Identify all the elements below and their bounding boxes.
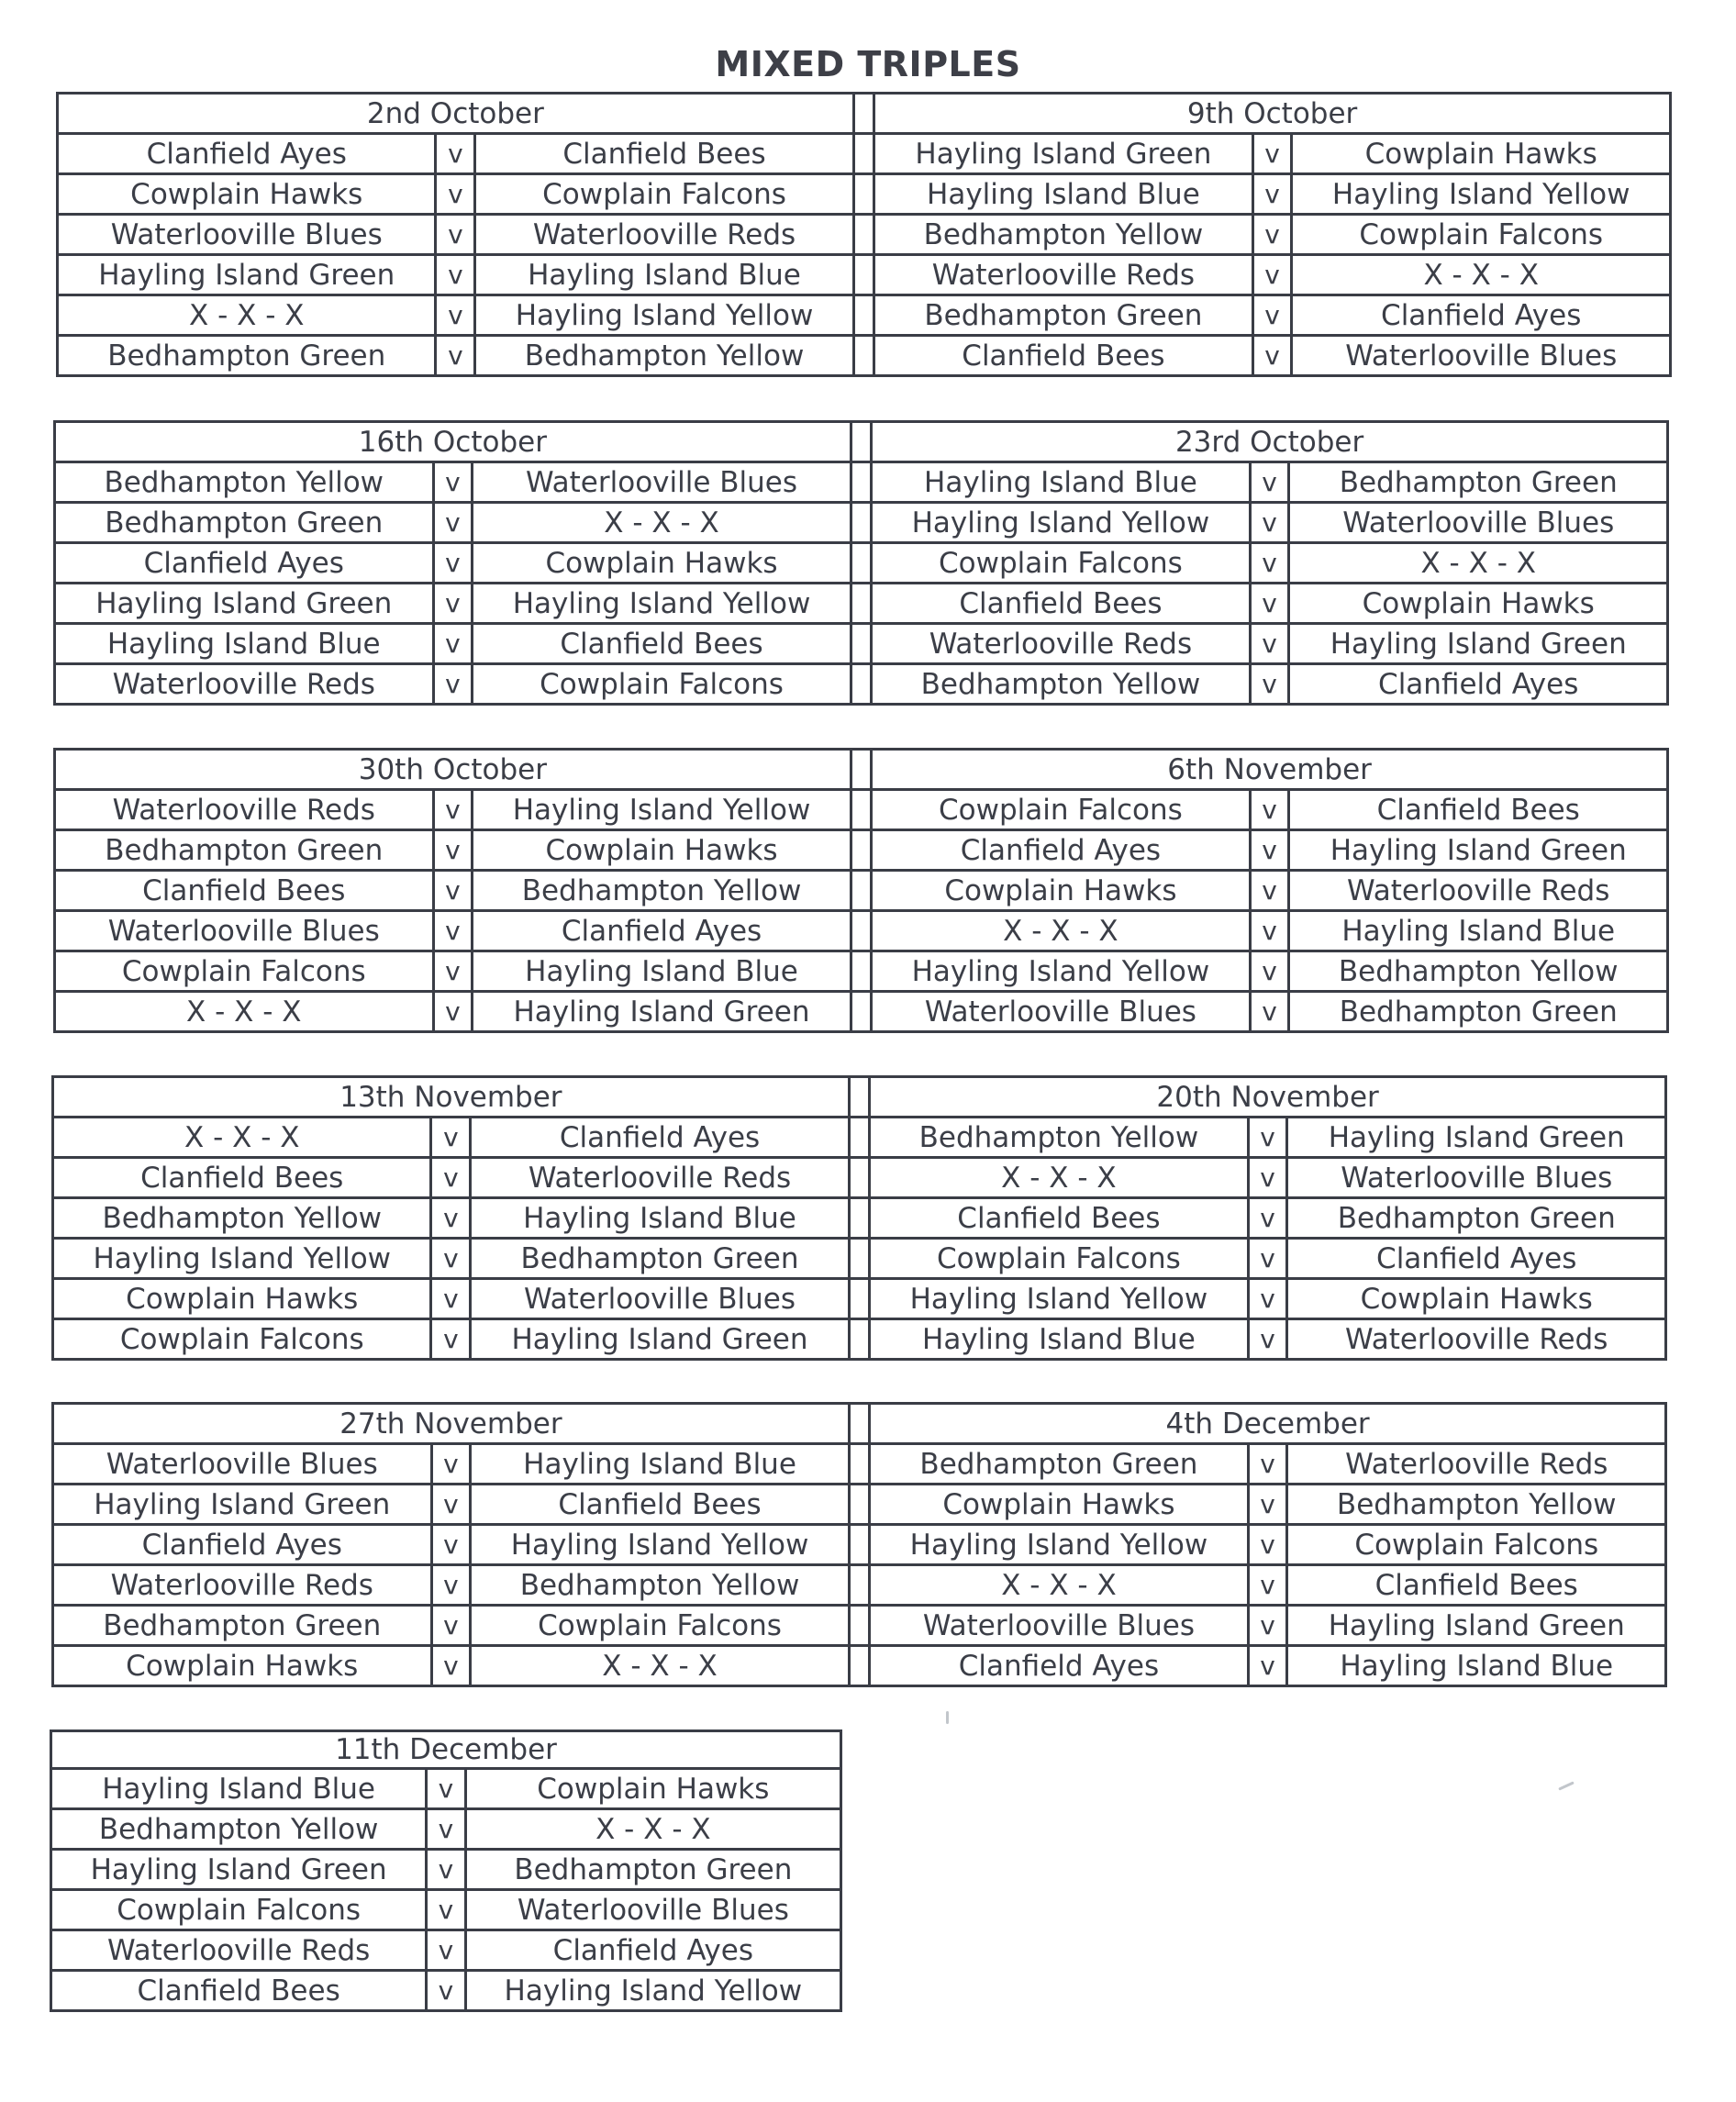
away-team: Hayling Island Blue (471, 1444, 850, 1485)
column-gap (849, 1158, 869, 1198)
versus-label: v (1250, 664, 1289, 705)
versus-label: v (427, 1930, 465, 1971)
away-team: Hayling Island Green (1289, 624, 1668, 664)
away-team: Hayling Island Yellow (473, 584, 851, 624)
versus-label: v (433, 584, 473, 624)
home-team: Clanfield Ayes (58, 134, 436, 174)
fixture-block (51, 1075, 1667, 1361)
away-team: Hayling Island Yellow (465, 1971, 840, 2011)
column-gap (851, 543, 871, 584)
home-team: Bedhampton Yellow (872, 664, 1251, 705)
fixture-row (53, 1485, 1666, 1525)
home-team: Hayling Island Green (53, 1485, 432, 1525)
home-team: Waterlooville Reds (874, 255, 1252, 295)
home-team: Waterlooville Blues (58, 215, 436, 255)
away-team: Cowplain Falcons (475, 174, 854, 215)
column-gap (849, 1606, 869, 1646)
away-team: Clanfield Ayes (1292, 295, 1671, 336)
home-team: Bedhampton Yellow (53, 1198, 431, 1239)
home-team: Clanfield Ayes (870, 1646, 1249, 1686)
versus-label: v (1250, 830, 1289, 871)
versus-label: v (1250, 462, 1289, 503)
versus-label: v (436, 215, 475, 255)
away-team: Cowplain Falcons (471, 1606, 850, 1646)
versus-label: v (1252, 336, 1292, 376)
fixture-row (55, 871, 1668, 911)
home-team: Bedhampton Green (55, 503, 434, 543)
home-team: Bedhampton Green (55, 830, 434, 871)
away-team: Hayling Island Yellow (1292, 174, 1671, 215)
home-team: Waterlooville Blues (55, 911, 434, 951)
home-team: Hayling Island Yellow (870, 1525, 1249, 1565)
home-team: Clanfield Ayes (53, 1525, 432, 1565)
home-team: Waterlooville Reds (55, 790, 434, 830)
column-gap (853, 134, 874, 174)
home-team: Waterlooville Blues (53, 1444, 432, 1485)
away-team: Hayling Island Yellow (473, 790, 851, 830)
away-team: Hayling Island Blue (1289, 911, 1668, 951)
versus-label: v (427, 1850, 465, 1890)
column-gap (851, 790, 871, 830)
home-team: Cowplain Falcons (51, 1890, 427, 1930)
versus-label: v (1248, 1444, 1287, 1485)
versus-label: v (433, 543, 473, 584)
fixture-row (53, 1525, 1666, 1565)
versus-label: v (431, 1118, 471, 1158)
versus-label: v (1248, 1319, 1287, 1360)
away-team: Bedhampton Yellow (471, 1565, 850, 1606)
versus-label: v (433, 462, 473, 503)
fixture-row (53, 1606, 1666, 1646)
column-gap (849, 1525, 869, 1565)
fixture-row (55, 664, 1668, 705)
home-team: Clanfield Bees (53, 1158, 431, 1198)
week-date: 11th December (51, 1731, 841, 1769)
versus-label: v (431, 1279, 471, 1319)
versus-label: v (431, 1525, 471, 1565)
home-team: Bedhampton Yellow (51, 1809, 427, 1850)
home-team: X - X - X (58, 295, 436, 336)
home-team: Clanfield Bees (870, 1198, 1248, 1239)
fixture-row (53, 1565, 1666, 1606)
week-date: 30th October (55, 750, 851, 790)
versus-label: v (1250, 503, 1289, 543)
home-team: Waterlooville Reds (55, 664, 434, 705)
away-team: Waterlooville Reds (1289, 871, 1668, 911)
away-team: Bedhampton Green (1287, 1198, 1666, 1239)
column-gap (853, 295, 874, 336)
away-team: Hayling Island Blue (1287, 1646, 1666, 1686)
column-gap (849, 1239, 869, 1279)
column-gap (849, 1198, 869, 1239)
home-team: Hayling Island Yellow (872, 951, 1251, 992)
fixture-row (53, 1646, 1666, 1686)
away-team: Clanfield Ayes (473, 911, 851, 951)
away-team: Bedhampton Yellow (1289, 951, 1668, 992)
fixture-block (50, 1729, 842, 2012)
versus-label: v (1248, 1646, 1287, 1686)
home-team: Hayling Island Blue (51, 1769, 427, 1809)
versus-label: v (1248, 1565, 1287, 1606)
column-gap (851, 584, 871, 624)
fixture-row (51, 1930, 841, 1971)
home-team: Waterlooville Reds (51, 1930, 427, 1971)
home-team: Bedhampton Green (58, 336, 436, 376)
fixture-row (58, 174, 1671, 215)
home-team: X - X - X (55, 992, 434, 1032)
column-gap (851, 422, 871, 462)
column-gap (851, 624, 871, 664)
versus-label: v (433, 951, 473, 992)
versus-label: v (431, 1158, 471, 1198)
fixture-row (51, 1769, 841, 1809)
column-gap (851, 911, 871, 951)
column-gap (851, 951, 871, 992)
fixture-block (53, 748, 1669, 1033)
page-title: MIXED TRIPLES (715, 44, 1021, 84)
versus-label: v (1250, 871, 1289, 911)
versus-label: v (1248, 1118, 1287, 1158)
home-team: Hayling Island Blue (872, 462, 1251, 503)
home-team: Hayling Island Green (874, 134, 1252, 174)
away-team: Hayling Island Blue (475, 255, 854, 295)
home-team: Waterlooville Blues (870, 1606, 1249, 1646)
fixture-row (55, 584, 1668, 624)
fixture-row (51, 1809, 841, 1850)
versus-label: v (431, 1198, 471, 1239)
fixture-row (58, 215, 1671, 255)
versus-label: v (433, 830, 473, 871)
versus-label: v (427, 1769, 465, 1809)
fixture-row (53, 1198, 1666, 1239)
fixture-row (58, 295, 1671, 336)
away-team: Waterlooville Blues (1287, 1158, 1666, 1198)
away-team: Waterlooville Blues (465, 1890, 840, 1930)
away-team: Clanfield Bees (475, 134, 854, 174)
column-gap (851, 830, 871, 871)
column-gap (849, 1646, 869, 1686)
versus-label: v (427, 1890, 465, 1930)
away-team: Hayling Island Green (473, 992, 851, 1032)
home-team: Bedhampton Green (53, 1606, 432, 1646)
versus-label: v (433, 664, 473, 705)
fixture-block (51, 1402, 1667, 1687)
versus-label: v (431, 1646, 471, 1686)
column-gap (851, 871, 871, 911)
column-gap (851, 503, 871, 543)
week-date: 2nd October (58, 94, 854, 134)
away-team: Waterlooville Reds (1287, 1319, 1666, 1360)
home-team: Bedhampton Yellow (55, 462, 434, 503)
away-team: X - X - X (1292, 255, 1671, 295)
versus-label: v (1248, 1606, 1287, 1646)
week-date: 4th December (870, 1404, 1666, 1444)
versus-label: v (1248, 1239, 1287, 1279)
away-team: Cowplain Hawks (473, 543, 851, 584)
versus-label: v (427, 1971, 465, 2011)
away-team: Cowplain Falcons (1292, 215, 1671, 255)
home-team: Waterlooville Blues (872, 992, 1251, 1032)
away-team: X - X - X (471, 1646, 850, 1686)
home-team: Waterlooville Reds (53, 1565, 432, 1606)
away-team: Bedhampton Green (465, 1850, 840, 1890)
week-date: 23rd October (872, 422, 1668, 462)
home-team: X - X - X (872, 911, 1251, 951)
versus-label: v (436, 295, 475, 336)
fixture-row (55, 624, 1668, 664)
versus-label: v (1250, 624, 1289, 664)
fixture-row (51, 1850, 841, 1890)
home-team: Hayling Island Yellow (53, 1239, 431, 1279)
home-team: Cowplain Hawks (58, 174, 436, 215)
home-team: Clanfield Ayes (55, 543, 434, 584)
home-team: Hayling Island Yellow (870, 1279, 1248, 1319)
week-date: 9th October (874, 94, 1671, 134)
column-gap (851, 664, 871, 705)
versus-label: v (431, 1239, 471, 1279)
home-team: Cowplain Falcons (870, 1239, 1248, 1279)
versus-label: v (1252, 134, 1292, 174)
home-team: Hayling Island Blue (870, 1319, 1248, 1360)
column-gap (853, 94, 874, 134)
fixture-row (53, 1319, 1666, 1360)
fixture-row (53, 1279, 1666, 1319)
away-team: Hayling Island Green (471, 1319, 850, 1360)
versus-label: v (1252, 255, 1292, 295)
column-gap (853, 174, 874, 215)
away-team: Bedhampton Green (471, 1239, 850, 1279)
column-gap (851, 462, 871, 503)
away-team: Bedhampton Yellow (473, 871, 851, 911)
away-team: Bedhampton Yellow (1287, 1485, 1666, 1525)
away-team: Clanfield Bees (471, 1485, 850, 1525)
home-team: Bedhampton Yellow (874, 215, 1252, 255)
home-team: Hayling Island Green (55, 584, 434, 624)
away-team: X - X - X (1289, 543, 1668, 584)
away-team: Hayling Island Green (1287, 1606, 1666, 1646)
away-team: Waterlooville Blues (473, 462, 851, 503)
home-team: Cowplain Hawks (53, 1279, 431, 1319)
fixture-row (55, 790, 1668, 830)
versus-label: v (431, 1485, 471, 1525)
away-team: Hayling Island Blue (473, 951, 851, 992)
versus-label: v (1248, 1485, 1287, 1525)
column-gap (849, 1077, 869, 1118)
away-team: X - X - X (465, 1809, 840, 1850)
away-team: X - X - X (473, 503, 851, 543)
away-team: Waterlooville Reds (475, 215, 854, 255)
away-team: Cowplain Hawks (473, 830, 851, 871)
home-team: X - X - X (870, 1158, 1248, 1198)
versus-label: v (1248, 1279, 1287, 1319)
versus-label: v (1250, 790, 1289, 830)
away-team: Cowplain Hawks (465, 1769, 840, 1809)
home-team: Cowplain Hawks (872, 871, 1251, 911)
fixture-row (51, 1890, 841, 1930)
home-team: Clanfield Bees (55, 871, 434, 911)
versus-label: v (1248, 1525, 1287, 1565)
versus-label: v (436, 336, 475, 376)
fixture-row (53, 1444, 1666, 1485)
fixture-row (55, 992, 1668, 1032)
away-team: Waterlooville Blues (1289, 503, 1668, 543)
away-team: Hayling Island Yellow (471, 1525, 850, 1565)
week-date: 16th October (55, 422, 851, 462)
column-gap (849, 1565, 869, 1606)
versus-label: v (431, 1319, 471, 1360)
column-gap (853, 336, 874, 376)
home-team: X - X - X (53, 1118, 431, 1158)
away-team: Waterlooville Blues (1292, 336, 1671, 376)
fixture-row (55, 503, 1668, 543)
home-team: Clanfield Bees (51, 1971, 427, 2011)
away-team: Cowplain Hawks (1289, 584, 1668, 624)
fixture-row (58, 255, 1671, 295)
versus-label: v (433, 911, 473, 951)
away-team: Hayling Island Blue (471, 1198, 850, 1239)
versus-label: v (431, 1444, 471, 1485)
versus-label: v (433, 503, 473, 543)
column-gap (849, 1444, 869, 1485)
fixture-block (56, 92, 1672, 377)
versus-label: v (1250, 992, 1289, 1032)
versus-label: v (431, 1606, 471, 1646)
away-team: Clanfield Ayes (465, 1930, 840, 1971)
versus-label: v (1252, 295, 1292, 336)
fixture-row (51, 1971, 841, 2011)
home-team: Bedhampton Yellow (870, 1118, 1248, 1158)
home-team: Cowplain Falcons (55, 951, 434, 992)
week-date: 27th November (53, 1404, 850, 1444)
fixture-row (55, 462, 1668, 503)
away-team: Clanfield Bees (1289, 790, 1668, 830)
versus-label: v (1252, 174, 1292, 215)
fixture-row (58, 336, 1671, 376)
home-team: Clanfield Ayes (872, 830, 1251, 871)
versus-label: v (436, 134, 475, 174)
week-date: 20th November (870, 1077, 1666, 1118)
versus-label: v (433, 790, 473, 830)
week-date: 6th November (872, 750, 1668, 790)
home-team: Cowplain Hawks (53, 1646, 432, 1686)
week-date: 13th November (53, 1077, 850, 1118)
away-team: Waterlooville Reds (471, 1158, 850, 1198)
fixture-row (53, 1118, 1666, 1158)
fixture-row (53, 1158, 1666, 1198)
home-team: Cowplain Hawks (870, 1485, 1249, 1525)
home-team: Hayling Island Green (58, 255, 436, 295)
home-team: Clanfield Bees (872, 584, 1251, 624)
versus-label: v (436, 174, 475, 215)
home-team: Hayling Island Yellow (872, 503, 1251, 543)
away-team: Cowplain Falcons (473, 664, 851, 705)
away-team: Hayling Island Green (1287, 1118, 1666, 1158)
home-team: Clanfield Bees (874, 336, 1252, 376)
away-team: Clanfield Ayes (471, 1118, 850, 1158)
versus-label: v (1250, 951, 1289, 992)
away-team: Bedhampton Green (1289, 992, 1668, 1032)
away-team: Hayling Island Green (1289, 830, 1668, 871)
column-gap (849, 1404, 869, 1444)
versus-label: v (433, 992, 473, 1032)
home-team: Hayling Island Green (51, 1850, 427, 1890)
home-team: Cowplain Falcons (872, 543, 1251, 584)
home-team: Bedhampton Green (874, 295, 1252, 336)
column-gap (849, 1319, 869, 1360)
away-team: Clanfield Ayes (1289, 664, 1668, 705)
fixture-row (55, 830, 1668, 871)
versus-label: v (427, 1809, 465, 1850)
away-team: Cowplain Falcons (1287, 1525, 1666, 1565)
column-gap (851, 750, 871, 790)
column-gap (849, 1118, 869, 1158)
versus-label: v (1250, 543, 1289, 584)
column-gap (851, 992, 871, 1032)
away-team: Clanfield Bees (473, 624, 851, 664)
fixture-row (58, 134, 1671, 174)
home-team: Cowplain Falcons (872, 790, 1251, 830)
home-team: Hayling Island Blue (55, 624, 434, 664)
home-team: Cowplain Falcons (53, 1319, 431, 1360)
home-team: Waterlooville Reds (872, 624, 1251, 664)
fixture-row (53, 1239, 1666, 1279)
column-gap (849, 1485, 869, 1525)
scan-mark (946, 1711, 949, 1724)
versus-label: v (433, 624, 473, 664)
versus-label: v (1250, 911, 1289, 951)
fixture-row (55, 543, 1668, 584)
away-team: Cowplain Hawks (1292, 134, 1671, 174)
versus-label: v (1248, 1198, 1287, 1239)
column-gap (853, 215, 874, 255)
versus-label: v (1250, 584, 1289, 624)
away-team: Clanfield Ayes (1287, 1239, 1666, 1279)
away-team: Bedhampton Green (1289, 462, 1668, 503)
away-team: Waterlooville Blues (471, 1279, 850, 1319)
away-team: Waterlooville Reds (1287, 1444, 1666, 1485)
away-team: Bedhampton Yellow (475, 336, 854, 376)
home-team: X - X - X (870, 1565, 1249, 1606)
column-gap (853, 255, 874, 295)
versus-label: v (1252, 215, 1292, 255)
scan-mark (1558, 1781, 1575, 1790)
fixture-row (55, 951, 1668, 992)
away-team: Clanfield Bees (1287, 1565, 1666, 1606)
fixture-row (55, 911, 1668, 951)
versus-label: v (433, 871, 473, 911)
away-team: Cowplain Hawks (1287, 1279, 1666, 1319)
column-gap (849, 1279, 869, 1319)
versus-label: v (431, 1565, 471, 1606)
home-team: Bedhampton Green (870, 1444, 1249, 1485)
versus-label: v (436, 255, 475, 295)
fixture-block (53, 420, 1669, 706)
home-team: Hayling Island Blue (874, 174, 1252, 215)
away-team: Hayling Island Yellow (475, 295, 854, 336)
versus-label: v (1248, 1158, 1287, 1198)
